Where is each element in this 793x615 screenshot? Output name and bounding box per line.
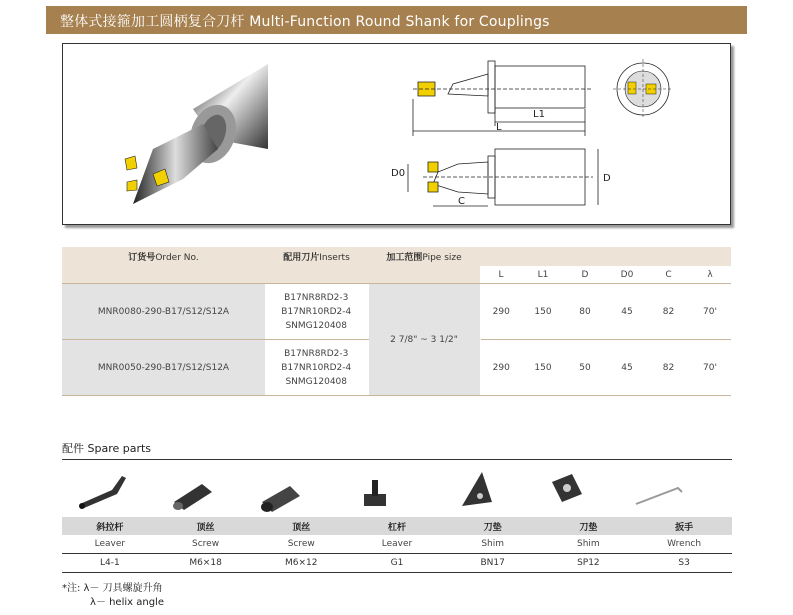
shim-square-icon (552, 474, 582, 502)
part-cn-label: 扳手 (636, 517, 732, 535)
part-en-label: Screw (158, 535, 254, 554)
wrench-icon (636, 488, 682, 504)
inserts-cell: B17NR8RD2-3 B17NR10RD2-4 SNMG120408 (265, 284, 368, 340)
spare-parts-images (62, 462, 732, 516)
part-en-label: Shim (541, 535, 637, 554)
part-en-label: Screw (253, 535, 349, 554)
val-l: 290 (480, 340, 522, 396)
tool-section-view (408, 149, 598, 206)
col-c: C (648, 266, 689, 284)
val-l1: 150 (522, 284, 564, 340)
parts-cn-row (62, 517, 732, 535)
col-l1: L1 (522, 266, 564, 284)
screw-short-icon (261, 486, 300, 512)
part-code: L4-1 (62, 554, 158, 573)
dim-l-label: L (496, 122, 502, 133)
leaver-icon (79, 476, 126, 509)
table-subheader-row (62, 266, 731, 284)
col-l: L (480, 266, 522, 284)
part-cn-label: 杠杆 (349, 517, 445, 535)
val-d0: 45 (606, 340, 648, 396)
col-lambda: λ (689, 266, 731, 284)
part-en-label: Leaver (62, 535, 158, 554)
page-title: 整体式接箍加工圆柄复合刀杆 Multi-Function Round Shank for Couplings (60, 14, 550, 30)
part-cn-label: 斜拉杆 (62, 517, 158, 535)
val-d: 80 (564, 284, 606, 340)
part-cn-label: 顶丝 (158, 517, 254, 535)
table-header-row (62, 247, 731, 266)
part-code: M6×18 (158, 554, 254, 573)
divider (62, 459, 732, 460)
shim-triangle-icon (462, 472, 492, 506)
header-inserts: 配用刀片Inserts (265, 247, 368, 266)
part-en-label: Leaver (349, 535, 445, 554)
parts-code-row (62, 554, 732, 573)
dim-d0-label: D0 (391, 168, 406, 179)
val-lambda: 70' (689, 340, 731, 396)
lever-icon (364, 480, 386, 506)
part-code: S3 (636, 554, 732, 573)
col-d: D (564, 266, 606, 284)
dim-l1-label: L1 (533, 109, 545, 120)
screw-long-icon (173, 484, 212, 510)
col-d0: D0 (606, 266, 648, 284)
part-code: BN17 (445, 554, 541, 573)
inserts-cell: B17NR8RD2-3 B17NR10RD2-4 SNMG120408 (265, 340, 368, 396)
footnote-en: λ－ helix angle (90, 597, 164, 608)
part-en-label: Shim (445, 535, 541, 554)
val-d: 50 (564, 340, 606, 396)
header-order-no: 订货号Order No. (62, 247, 265, 266)
part-code: SP12 (541, 554, 637, 573)
footnote-cn: *注: λ－ 刀具螺旋升角 (62, 583, 163, 594)
val-lambda: 70' (689, 284, 731, 340)
tool-drawings (63, 44, 730, 224)
footnote (62, 582, 164, 610)
spare-parts-title: 配件 Spare parts (62, 442, 152, 455)
part-cn-label: 顶丝 (253, 517, 349, 535)
val-l1: 150 (522, 340, 564, 396)
tool-side-view (413, 61, 593, 136)
header-pipe-size: 加工范围Pipe size (368, 247, 480, 266)
order-no: MNR0050-290-B17/S12/S12A (62, 340, 265, 396)
title-bar (46, 6, 747, 34)
parts-en-row (62, 535, 732, 554)
part-en-label: Wrench (636, 535, 732, 554)
tool-end-view (613, 59, 673, 119)
spec-table (62, 247, 731, 396)
part-code: M6×12 (253, 554, 349, 573)
pipe-size: 2 7/8" ~ 3 1/2" (368, 284, 480, 396)
dim-c-label: C (458, 196, 465, 207)
table-row (62, 284, 731, 340)
dim-d-label: D (603, 173, 611, 184)
tool-3d-render (125, 64, 268, 204)
order-no: MNR0080-290-B17/S12/S12A (62, 284, 265, 340)
part-cn-label: 刀垫 (445, 517, 541, 535)
val-c: 82 (648, 284, 689, 340)
part-cn-label: 刀垫 (541, 517, 637, 535)
val-l: 290 (480, 284, 522, 340)
val-d0: 45 (606, 284, 648, 340)
val-c: 82 (648, 340, 689, 396)
drawing-frame (62, 43, 731, 225)
spare-parts-table (62, 517, 732, 573)
part-code: G1 (349, 554, 445, 573)
